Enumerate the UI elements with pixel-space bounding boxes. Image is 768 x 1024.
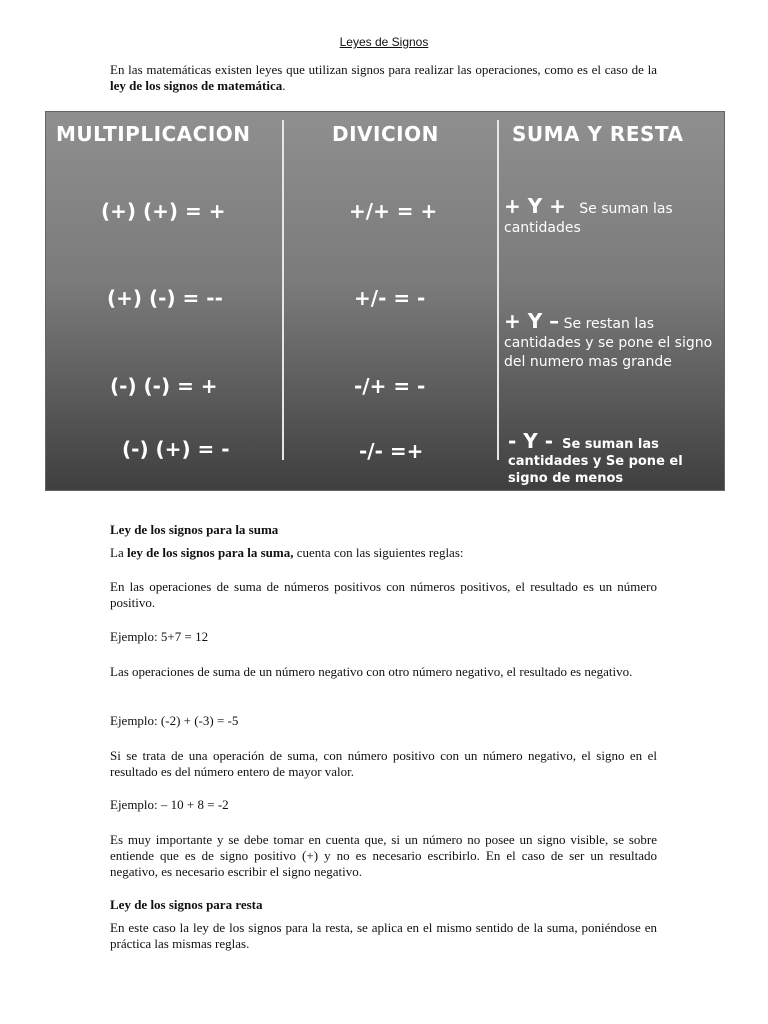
- suma-note: Es muy importante y se debe tomar en cuenta que, si un número no posee un signo visible, se sobre entiende que es de signo positivo (+) y no es necesario escribirlo. En el caso de ser un resultado negativo, es necesario escribir el signo negativo.: [110, 832, 657, 879]
- header-division: DIVICION: [332, 122, 439, 146]
- sum-description: Se restan las cantidades y se pone el signo del numero mas grande: [504, 316, 713, 370]
- division-rule: +/- = -: [354, 286, 426, 310]
- suma-rule-3: Si se trata de una operación de suma, con número positivo con un número negativo, el signo en el resultado es del número entero de mayor valor.: [110, 748, 657, 779]
- sum-rule-pos-neg: [504, 309, 714, 372]
- multiplication-rule: (-) (-) = +: [110, 374, 218, 398]
- sum-sign: + Y +: [504, 194, 566, 218]
- suma-example-3: Ejemplo: – 10 + 8 = -2: [110, 797, 229, 812]
- sum-rule-pos-pos: [504, 194, 714, 238]
- suma-lead-post: cuenta con las siguientes reglas:: [293, 545, 464, 560]
- division-rule: -/+ = -: [354, 374, 426, 398]
- sum-description: Se suman las cantidades y Se pone el signo de menos: [508, 437, 683, 486]
- intro-paragraph: [110, 62, 657, 94]
- header-multiplication: MULTIPLICACION: [56, 122, 251, 146]
- sign-laws-image: [45, 111, 725, 491]
- sum-sign: + Y –: [504, 309, 560, 333]
- sum-description: Se suman las cantidades: [504, 201, 673, 236]
- column-divider: [282, 120, 284, 460]
- multiplication-rule: (+) (-) = --: [107, 286, 223, 310]
- suma-example-1: Ejemplo: 5+7 = 12: [110, 629, 209, 644]
- resta-heading: Ley de los signos para resta: [110, 897, 263, 912]
- column-divider: [497, 120, 499, 460]
- suma-example-2: Ejemplo: (-2) + (-3) = -5: [110, 713, 239, 728]
- page-title: Leyes de Signos: [339, 35, 429, 49]
- sum-sign: - Y -: [508, 429, 554, 453]
- division-rule: -/- =+: [359, 439, 424, 463]
- header-sum-subtract: SUMA Y RESTA: [512, 122, 684, 146]
- sum-rule-neg-neg: [508, 429, 708, 487]
- suma-rule-2: Las operaciones de suma de un número negativo con otro número negativo, el resultado es negativo.: [110, 664, 633, 679]
- suma-lead-pre: La: [110, 545, 127, 560]
- suma-lead: [110, 545, 657, 561]
- multiplication-rule: (-) (+) = -: [122, 437, 230, 461]
- suma-rule-1: En las operaciones de suma de números positivos con números positivos, el resultado es un número positivo.: [110, 579, 657, 610]
- intro-text: En las matemáticas existen leyes que utilizan signos para realizar las operaciones, como es el caso de la: [110, 62, 657, 77]
- suma-lead-bold: ley de los signos para la suma,: [126, 545, 294, 560]
- suma-heading: Ley de los signos para la suma: [110, 522, 279, 537]
- division-rule: +/+ = +: [349, 199, 438, 223]
- multiplication-rule: (+) (+) = +: [101, 199, 226, 223]
- resta-paragraph: En este caso la ley de los signos para la resta, se aplica en el mismo sentido de la suma, poniéndose en práctica las mismas reglas.: [110, 920, 657, 951]
- intro-bold: ley de los signos de matemática: [110, 78, 283, 93]
- intro-end: .: [282, 78, 286, 93]
